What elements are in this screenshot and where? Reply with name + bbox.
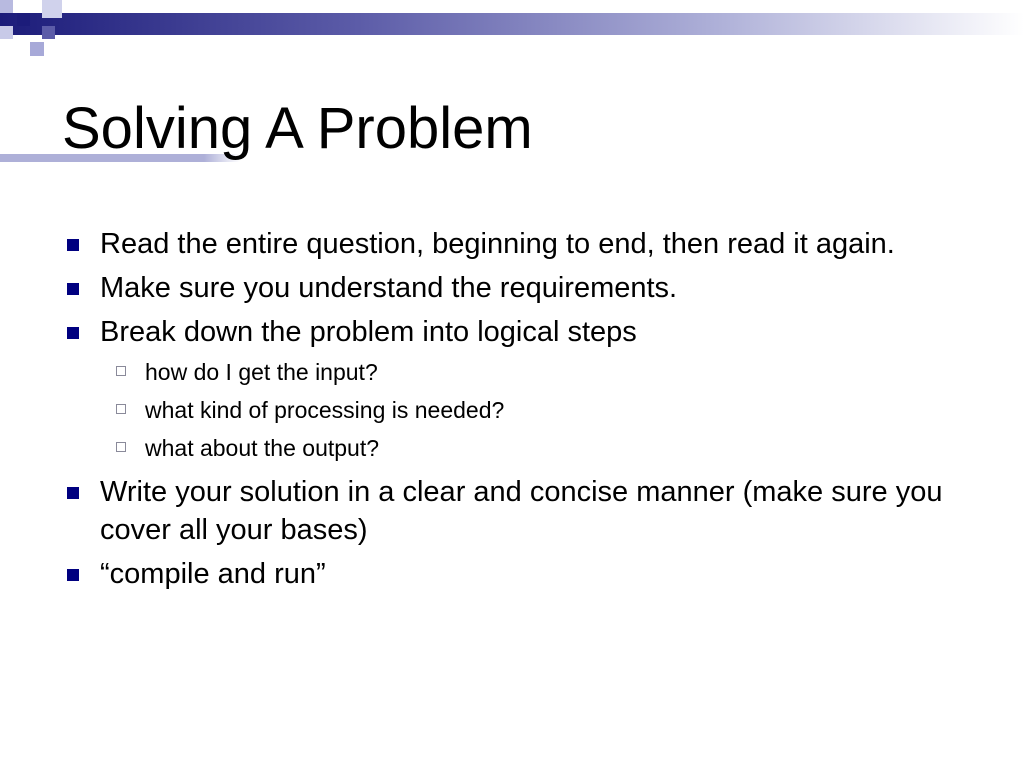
- square-bullet-icon: [67, 569, 79, 581]
- sub-bullet-text: how do I get the input?: [145, 359, 378, 385]
- corner-square-mid: [42, 0, 62, 18]
- bullet-item: [64, 269, 964, 307]
- corner-square-lavender: [30, 42, 44, 56]
- corner-square-dark-top: [17, 13, 30, 26]
- corner-square-light: [0, 0, 13, 13]
- hollow-square-bullet-icon: [116, 366, 126, 376]
- square-bullet-icon: [67, 283, 79, 295]
- bullet-item: [64, 225, 964, 263]
- bullet-text: Read the entire question, beginning to end, then read it again.: [100, 228, 895, 260]
- sub-bullet-item: [100, 391, 964, 429]
- square-bullet-icon: [67, 487, 79, 499]
- bullet-text: Write your solution in a clear and concise manner (make sure you cover all your bases): [100, 476, 943, 546]
- header-gradient-bar: [0, 13, 1024, 35]
- bullet-item: [64, 313, 964, 467]
- sub-bullet-text: what about the output?: [145, 435, 380, 461]
- bullet-item: [64, 555, 964, 593]
- slide-title: Solving A Problem: [62, 96, 533, 161]
- sub-bullet-item: [100, 429, 964, 467]
- sub-bullet-text: what kind of processing is needed?: [145, 397, 505, 423]
- sub-bullet-list: [100, 353, 964, 467]
- bullet-item: [64, 473, 964, 549]
- bullet-text: Make sure you understand the requirements.: [100, 272, 678, 304]
- hollow-square-bullet-icon: [116, 404, 126, 414]
- bullet-list: [64, 225, 964, 599]
- bullet-text: “compile and run”: [100, 558, 326, 590]
- hollow-square-bullet-icon: [116, 442, 126, 452]
- bullet-text: Break down the problem into logical steps: [100, 316, 637, 348]
- square-bullet-icon: [67, 239, 79, 251]
- corner-square-light-lower: [0, 26, 13, 39]
- corner-square-dark-bottom: [42, 26, 55, 39]
- square-bullet-icon: [67, 327, 79, 339]
- sub-bullet-item: [100, 353, 964, 391]
